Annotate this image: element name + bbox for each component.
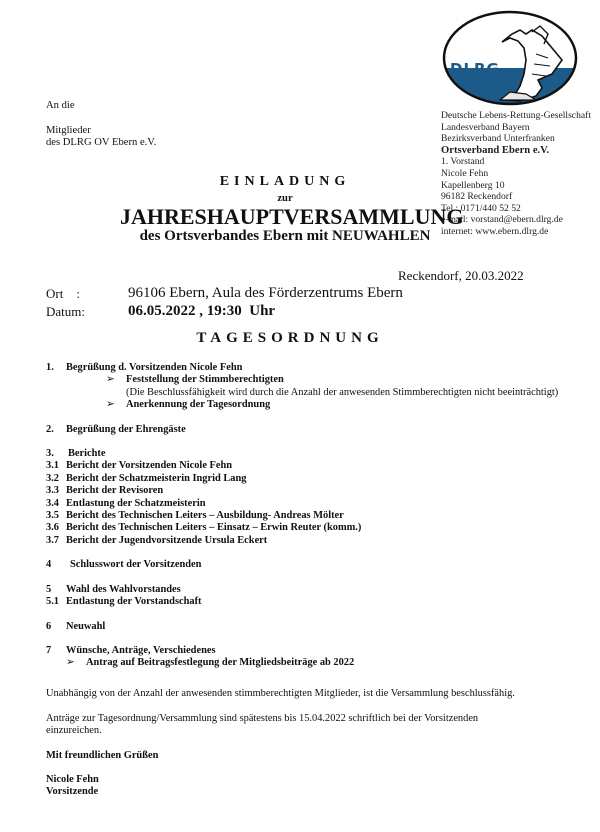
date-value: 06.05.2022 , 19:30 Uhr xyxy=(128,303,276,319)
agenda-item: 3.7 Bericht der Jugendvorsitzende Ursula Eckert xyxy=(46,534,268,546)
agenda-item: 3. Berichte xyxy=(46,448,106,460)
agenda-list xyxy=(46,362,566,670)
agenda-item: 3.1 Bericht der Vorsitzenden Nicole Fehn xyxy=(46,460,233,472)
org-contact-line: Kapellenberg 10 xyxy=(441,179,505,191)
title-main: JAHRESHAUPTVERSAMMLUNG xyxy=(120,204,464,229)
dlrg-eagle-logo-icon xyxy=(440,8,580,108)
title-zur: zur xyxy=(277,193,293,204)
location-label: Ort : xyxy=(46,286,80,301)
agenda-item: 5.1 Entlastung der Vorstandschaft xyxy=(46,596,202,608)
signer-role: Vorsitzende xyxy=(46,786,99,797)
org-contact-line: 1. Vorstand xyxy=(441,156,485,168)
agenda-item: 6 Neuwahl xyxy=(46,620,106,632)
agenda-item: 7 Wünsche, Anträge, Verschiedenes xyxy=(46,644,216,656)
title-einladung: EINLADUNG xyxy=(219,174,351,189)
org-name: Ortsverband Ebern e.V. xyxy=(441,144,550,156)
location-value: 96106 Ebern, Aula des Förderzentrums Ebern xyxy=(128,285,403,301)
organization-info xyxy=(441,110,591,238)
agenda-item: 2. Begrüßung der Ehrengäste xyxy=(46,423,186,435)
agenda-subitem: ➢ Anerkennung der Tagesordnung xyxy=(106,399,271,411)
title-subtitle: des Ortsverbandes Ebern mit NEUWAHLEN xyxy=(139,228,431,244)
agenda-item: 4 Schlusswort der Vorsitzenden xyxy=(46,559,202,571)
greeting: Mit freundlichen Grüßen xyxy=(46,750,159,761)
org-line: Bezirksverband Unterfranken xyxy=(441,133,555,145)
location-row xyxy=(46,285,403,302)
agenda-item: 3.6 Bericht des Technischen Leiters – Einsatz – Erwin Reuter (komm.) xyxy=(46,522,362,534)
agenda-item: 3.4 Entlastung der Schatzmeisterin xyxy=(46,497,206,509)
agenda-subitem: ➢ Antrag auf Beitragsfestlegung der Mitgliedsbeiträge ab 2022 xyxy=(66,657,355,669)
arrow-bullet-icon: ➢ xyxy=(106,374,115,386)
agenda-title: TAGESORDNUNG xyxy=(196,330,384,346)
arrow-bullet-icon: ➢ xyxy=(106,399,115,411)
addressee-line: An die xyxy=(46,100,75,111)
org-website: internet: www.ebern.dlrg.de xyxy=(441,225,549,237)
agenda-item: 5 Wahl des Wahlvorstandes xyxy=(46,583,181,595)
signer-name: Nicole Fehn xyxy=(46,774,99,785)
org-phone: Tel.: 0171/440 52 52 xyxy=(441,202,521,214)
agenda-item: 3.3 Bericht der Revisoren xyxy=(46,485,164,497)
agenda-item: 3.5 Bericht des Technischen Leiters – Ausbildung- Andreas Mölter xyxy=(46,510,344,522)
agenda-subitem: ➢ Feststellung der Stimmberechtigten xyxy=(106,374,284,386)
svg-text:DLRG: DLRG xyxy=(450,60,500,78)
org-line: Deutsche Lebens-Rettung-Gesellschaft xyxy=(441,110,591,121)
addressee-line: des DLRG OV Ebern e.V. xyxy=(46,137,157,148)
addressee-line: Mitglieder xyxy=(46,124,91,136)
agenda-item: 3.2 Bericht der Schatzmeisterin Ingrid Lang xyxy=(46,472,247,484)
addressee xyxy=(46,100,156,150)
date-label: Datum: xyxy=(46,304,85,319)
org-contact-line: Nicole Fehn xyxy=(441,167,489,179)
dlrg-logo xyxy=(440,8,580,108)
org-contact-line: 96182 Reckendorf xyxy=(441,191,513,203)
agenda-note: (Die Beschlussfähigkeit wird durch die Anzahl der anwesenden Stimmberechtigten nicht beeinträchtigt) xyxy=(126,386,559,398)
agenda-item: 1. Begrüßung d. Vorsitzenden Nicole Fehn xyxy=(46,362,243,373)
quorum-note: Unabhängig von der Anzahl der anwesenden stimmberechtigten Mitglieder, ist die Versammlung beschlussfähig. xyxy=(46,688,515,699)
date-row xyxy=(46,303,276,320)
org-line: Landesverband Bayern xyxy=(441,121,530,133)
place-date: Reckendorf, 20.03.2022 xyxy=(398,268,524,283)
org-email: e-mail: vorstand@ebern.dlrg.de xyxy=(441,214,563,226)
motions-note: Anträge zur Tagesordnung/Versammlung sind spätestens bis 15.04.2022 schriftlich bei der Vorsitzenden einzureichen. xyxy=(46,713,479,737)
arrow-bullet-icon: ➢ xyxy=(66,657,75,669)
